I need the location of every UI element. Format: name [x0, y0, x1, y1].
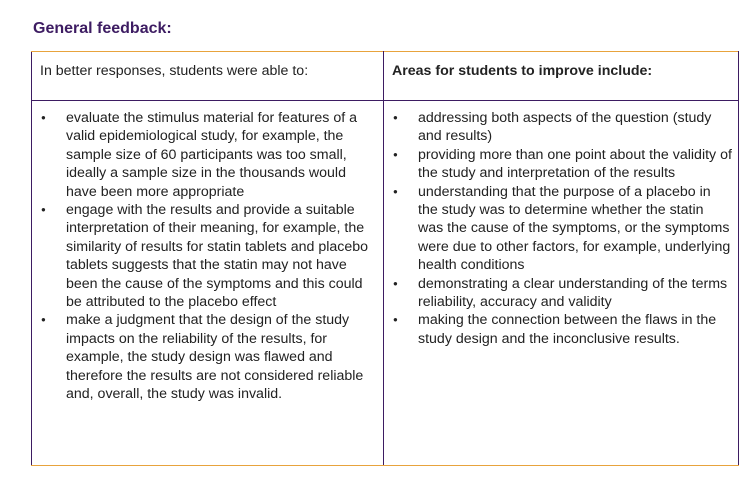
list-item: ● engage with the results and provide a suitable interpretation of their meaning, for example, the similarity of results for statin tablets and placebo tablets suggests that the statin may not have been the cause of the symptoms and this could be attributed to the placebo effect — [40, 201, 377, 311]
strengths-list — [40, 109, 377, 404]
improvements-list — [392, 109, 732, 348]
left-column-header: In better responses, students were able to: — [32, 52, 384, 101]
list-item: ● evaluate the stimulus material for features of a valid epidemiological study, for example, the sample size of 60 participants was too small, ideally a sample size in the thousands would have been more appropriate — [40, 109, 377, 201]
table-header-row — [32, 52, 739, 101]
right-column-cell — [384, 101, 739, 466]
left-column-cell — [32, 101, 384, 466]
feedback-table — [31, 51, 739, 466]
page-heading: General feedback: — [33, 20, 172, 37]
list-item: ● addressing both aspects of the question (study and results) — [392, 109, 732, 146]
table-body-row — [32, 101, 739, 466]
list-item: ● demonstrating a clear understanding of the terms reliability, accuracy and validity — [392, 275, 732, 312]
list-item: ● providing more than one point about the validity of the study and interpretation of the results — [392, 146, 732, 183]
list-item: ● make a judgment that the design of the study impacts on the reliability of the results, for example, the study design was flawed and therefore the results are not considered reliable and, overall, the study was invalid. — [40, 311, 377, 403]
right-column-header: Areas for students to improve include: — [384, 52, 739, 101]
list-item: ● understanding that the purpose of a placebo in the study was to determine whether the statin was the cause of the symptoms, or the symptoms were due to other factors, for example, underlying health conditions — [392, 183, 732, 275]
list-item: ● making the connection between the flaws in the study design and the inconclusive results. — [392, 311, 732, 348]
